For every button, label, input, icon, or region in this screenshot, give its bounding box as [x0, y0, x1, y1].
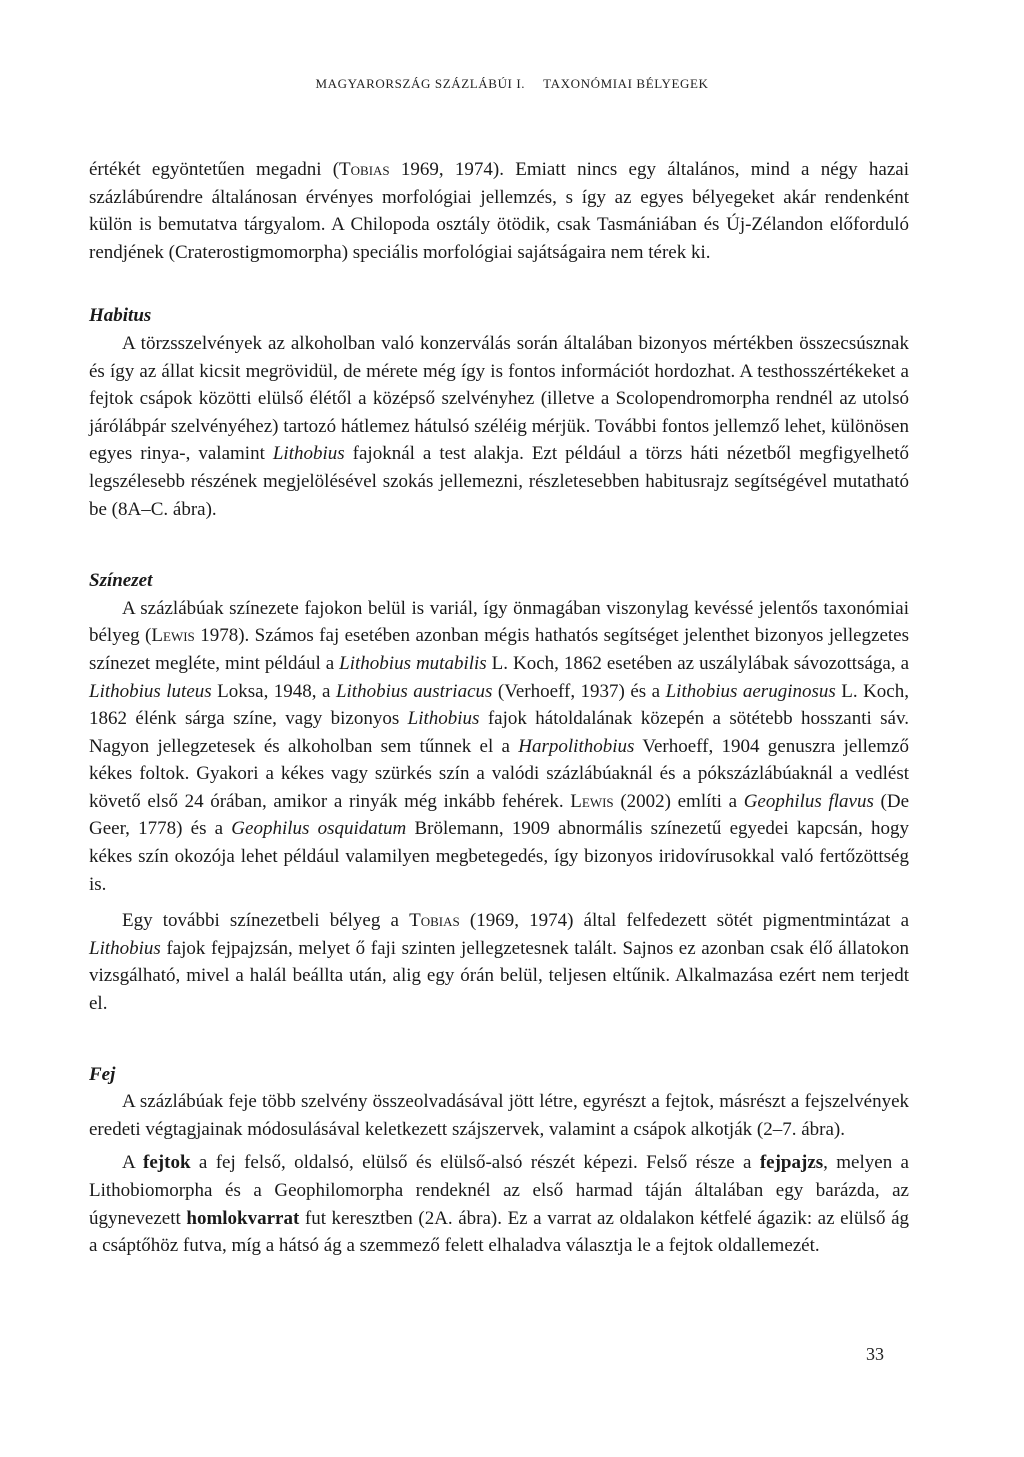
page-body [89, 156, 909, 1260]
text-run: Verhoeff, 1904 genuszra jellemző kékes foltok. Gyakori a kékes vagy szürkés szín a valódi százlábúaknál és a pókszázlábúaknál a vedlést követő első 24 órában, amikor a rinyák még inkább fehérek. [89, 735, 909, 812]
fej-paragraph-2 [89, 1149, 909, 1259]
text-run: A törzsszelvények az alkoholban való konzerválás során általában bizonyos mértékben összecsúsznak és így az állat kicsit megrövidül, de mérete még így is fontos információt hordozhat. A testhosszértékeket a fejtok csápok közötti elülső élétől a középső szelvényhez (illetve a Scolopendromorpha rendnél az utolsó járólábpár szelvényéhez) tartozó hátlemez hátulsó széléig mérjük. További fontos jellemző lehet, különösen egyes rinya-, valamint [89, 332, 909, 465]
habitus-paragraph [89, 330, 909, 523]
species-name: Lithobius [272, 443, 345, 465]
page-number: 33 [866, 1344, 884, 1364]
species-name: Lithobius [407, 708, 480, 730]
species-name: Lithobius aeruginosus [665, 680, 836, 702]
section-heading-habitus: Habitus [89, 305, 152, 327]
text-run: 1969, 1974). Emiatt nincs egy általános, mind a négy hazai százlábúrendre általánosan érvényes morfológiai jellemzés, s így az egyes bélyegeket akár rendenként külön is bemutatva tárgyalom. A Chilopoda osztály ötödik, csak Tasmániában és Új-Zélandon előforduló rendjének (Craterostigmomorpha) speciális morfológiai sajátságaira nem térek ki. [89, 159, 909, 263]
text-run: fajok hátoldalának közepén a sötétebb hosszanti sáv. Nagyon jellegzetesek és alkoholban sem tűnnek el a [89, 708, 909, 757]
author-name: Lewis [570, 790, 614, 812]
running-header-left: MAGYARORSZÁG SZÁZLÁBÚI I. [315, 76, 526, 91]
text-run: a fej felső, oldalsó, elülső és elülső-alsó részét képezi. Felső része a [190, 1152, 760, 1174]
text-run: A százlábúak színezete fajokon belül is variál, így önmagában viszonylag kevéssé jelentős taxonómiai bélyeg ( [89, 597, 909, 647]
author-name: Tobias [339, 159, 390, 180]
text-run: L. Koch, 1862 esetében az uszálylábak sávozottsága, a [486, 652, 910, 674]
text-run: fajoknál a test alakja. Ezt például a törzs háti nézetből megfigyelhető legszélesebb részének megjelölésével szokás jellemezni, részletesebben habitusrajz segítségével mutatható be (8A–C. ábra). [89, 443, 910, 520]
author-name: Tobias [409, 910, 460, 932]
text-run: 1978). Számos faj esetében azonban mégis hathatós segítséget jelenthet bizonyos jellegzetes színezet megléte, mint például a [89, 625, 909, 674]
text-run: fajok fejpajzsán, melyet ő faji szinten jellegzetesnek talált. Sajnos ez azonban csak élő állatokon vizsgálható, mivel a halál beállta után, alig egy órán belül, teljesen eltűnik. Alkalmazása ezért nem terjedt el. [89, 937, 909, 1015]
species-name: Lithobius [89, 937, 161, 959]
author-name: Lewis [151, 625, 195, 647]
species-name: Lithobius austriacus [335, 680, 493, 702]
text-run: (Verhoeff, 1937) és a [492, 680, 666, 702]
species-name: Lithobius luteus [89, 680, 212, 702]
text-run: L. Koch, 1862 élénk sárga színe, vagy bizonyos [89, 680, 909, 730]
species-name: Geophilus osquidatum [231, 818, 407, 840]
text-run: (2002) említi a [613, 790, 744, 812]
bold-term: homlokvarrat [186, 1207, 300, 1229]
section-heading-fej: Fej [89, 1063, 116, 1085]
text-run: Brölemann, 1909 abnormális színezetű egyedei kapcsán, hogy kékes szín okozója lehet például valamilyen megbetegedés, így bizonyos iridovírusokkal való fertőzöttség is. [89, 818, 909, 895]
intro-paragraph [89, 156, 909, 266]
text-run: Loksa, 1948, a [211, 680, 336, 702]
species-name: Geophilus flavus [743, 790, 874, 812]
bold-term: fejtok [143, 1152, 191, 1174]
bold-term: fejpajzs [759, 1152, 824, 1174]
text-run: , melyen a Lithobiomorpha és a Geophilomorpha rendeknél az első harmad táján általában egy barázda, az úgynevezett [89, 1152, 909, 1229]
szinezet-paragraph-1 [89, 595, 909, 899]
szinezet-paragraph-2 [89, 907, 909, 1017]
section-heading-szinezet: Színezet [89, 570, 153, 592]
running-header [0, 76, 1024, 92]
text-run: értékét egyöntetűen megadni ( [89, 159, 340, 180]
species-name: Lithobius mutabilis [339, 652, 487, 674]
text-run: (De Geer, 1778) és a [89, 790, 909, 840]
text-run: fut keresztben (2A. ábra). Ez a varrat az oldalakon kétfelé ágazik: az elülső ág a csáptőhöz futva, míg a hátsó ág a szemmező felett elhaladva választja le a fejtok oldallemezét. [89, 1207, 909, 1257]
text-run: (1969, 1974) által felfedezett sötét pigmentmintázat a [459, 910, 910, 932]
text-run: Egy további színezetbeli bélyeg a [122, 910, 410, 932]
species-name: Harpolithobius [518, 735, 635, 757]
text-run: A [122, 1152, 144, 1174]
fej-paragraph-1: A százlábúak feje több szelvény összeolvadásával jött létre, egyrészt a fejtok, másrészt a fejszelvények eredeti végtagjainak módosulásával keletkezett szájszervek, valamint a csápok alkotják (2–7. ábra). [89, 1091, 909, 1140]
running-header-right: TAXONÓMIAI BÉLYEGEK [543, 76, 709, 91]
